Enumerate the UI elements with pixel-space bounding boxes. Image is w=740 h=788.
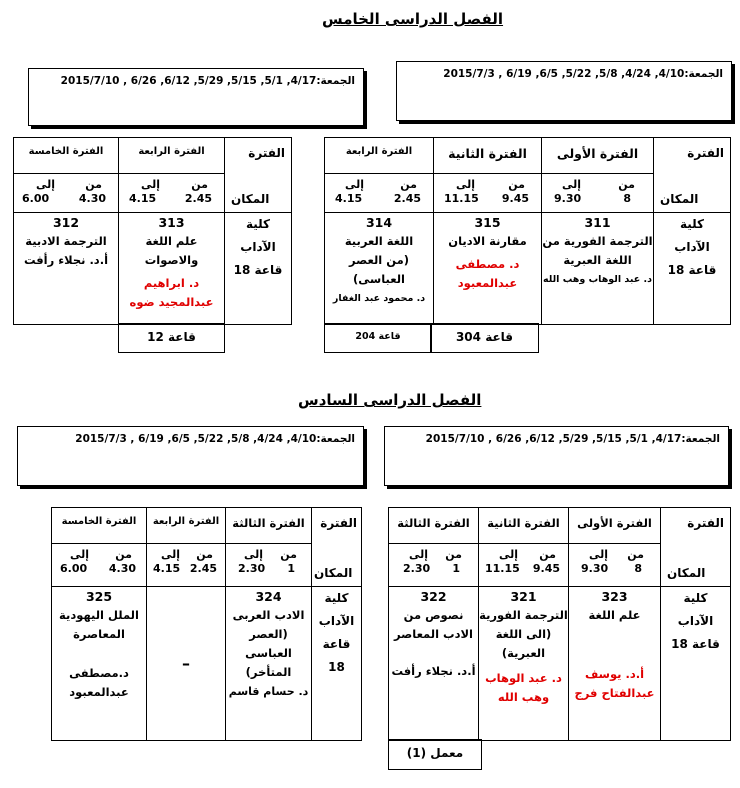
instructor: أ.د. نجلاء رأفت	[391, 664, 476, 678]
from-label: من	[445, 548, 462, 561]
course-line: العباسى	[245, 646, 292, 660]
location-line: قاعة	[322, 637, 351, 651]
location-line: كلية	[324, 591, 349, 605]
instructor: د. عبد الوهاب وهب الله	[485, 671, 562, 704]
period-header: الفترة الأولى	[569, 508, 661, 544]
course-line: (من العصر	[349, 253, 409, 267]
from-label: من	[191, 178, 208, 191]
semester5-dates-box-left	[28, 68, 364, 126]
from-time: 2.45	[393, 192, 421, 205]
period-header: الفترة الرابعة	[147, 508, 226, 544]
place-label: المكان	[667, 566, 706, 580]
course-code: 321	[510, 589, 537, 604]
semester6-schedule-left	[51, 507, 362, 741]
instructor: د. ابراهيم عبدالمجيد ضوه	[129, 276, 214, 309]
semester5-title: الفصل الدراسى الخامس	[322, 10, 504, 28]
period-header: الفترة الأولى	[542, 138, 654, 174]
to-label: إلى	[589, 548, 609, 561]
course-cell	[119, 213, 225, 325]
time-cell	[325, 174, 434, 213]
from-label: من	[539, 548, 556, 561]
period-header: الفترة الثانية	[479, 508, 569, 544]
room-cell: قاعة 304	[430, 323, 539, 353]
location-cell	[225, 213, 292, 325]
location-cell	[661, 587, 731, 741]
course-code: 322	[420, 589, 447, 604]
lab-cell: معمل (1)	[388, 739, 482, 770]
location-line: الآداب	[674, 240, 710, 254]
course-line: (العصر	[249, 627, 288, 641]
course-cell	[389, 587, 479, 741]
to-time: 9.30	[581, 562, 609, 575]
dates-text: الجمعة:4/10, 4/24, 5/8, 5/22, 6/5, 6/19 , 2015/7/3	[443, 68, 723, 80]
period-header: الفترة الخامسة	[52, 508, 147, 544]
to-time: 6.00	[22, 192, 50, 205]
period-header: الفترة الثالثة	[389, 508, 479, 544]
location-line: 18	[328, 660, 345, 674]
corner-cell	[654, 138, 731, 213]
to-label: إلى	[141, 178, 161, 191]
period-header: الفترة الثالثة	[226, 508, 312, 544]
to-label: إلى	[499, 548, 519, 561]
instructor: أ.د. نجلاء رأفت	[23, 253, 109, 267]
from-time: 4.30	[108, 562, 136, 575]
course-line: العباسى)	[353, 272, 405, 286]
location-line: الآداب	[318, 614, 355, 628]
course-line: المعاصرة	[73, 627, 125, 641]
semester6-schedule-right	[388, 507, 731, 741]
location-line: الآداب	[240, 240, 276, 254]
location-line: قاعة 18	[667, 263, 717, 277]
to-label: إلى	[562, 178, 582, 191]
corner-cell	[661, 508, 731, 587]
dates-text: الجمعة:4/17, 5/1, 5/15, 5/29, 6/12, 6/26 , 2015/7/10	[425, 433, 720, 445]
to-time: 4.15	[153, 562, 181, 575]
location-line: قاعة 18	[671, 637, 720, 651]
from-label: من	[508, 178, 525, 191]
from-time: 9.45	[532, 562, 560, 575]
to-time: 6.00	[60, 562, 88, 575]
from-time: 8	[634, 562, 642, 575]
course-cell	[52, 587, 147, 741]
to-label: إلى	[70, 548, 90, 561]
time-cell	[389, 544, 479, 587]
semester5-dates-box-right	[396, 61, 732, 121]
instructor: د.مصطفى عبدالمعبود	[69, 666, 129, 699]
location-line: الآداب	[677, 614, 714, 628]
from-label: من	[196, 548, 213, 561]
course-line: الترجمة الادبية	[25, 234, 107, 248]
corner-cell	[312, 508, 362, 587]
from-label: من	[280, 548, 297, 561]
semester5-schedule-right	[324, 137, 731, 325]
from-label: من	[627, 548, 644, 561]
time-cell	[226, 544, 312, 587]
course-cell	[226, 587, 312, 741]
from-time: 4.30	[78, 192, 106, 205]
to-label: إلى	[409, 548, 429, 561]
course-cell	[434, 213, 542, 325]
course-code: 323	[601, 589, 628, 604]
location-line: قاعة 18	[233, 263, 283, 277]
location-cell	[654, 213, 731, 325]
course-code: 324	[255, 589, 282, 604]
instructor: د. عبد الوهاب وهب الله	[542, 274, 653, 285]
from-time: 1	[287, 562, 295, 575]
instructor: د. محمود عبد الغفار	[332, 293, 426, 304]
to-time: 9.30	[554, 192, 582, 205]
course-line: الادب المعاصر	[393, 627, 473, 641]
time-cell	[569, 544, 661, 587]
course-cell	[569, 587, 661, 741]
period-header: الفترة الخامسة	[14, 138, 119, 174]
instructor: أ.د. يوسف عبدالفتاح فرج	[574, 667, 655, 700]
place-label: المكان	[660, 192, 699, 206]
dates-text: الجمعة:4/10, 4/24, 5/8, 5/22, 6/5, 6/19 , 2015/7/3	[75, 433, 355, 445]
instructor: د. حسام قاسم	[228, 685, 309, 698]
course-line: اللغة العربية	[344, 234, 414, 248]
course-line: العبرية)	[501, 646, 546, 660]
from-label: من	[115, 548, 132, 561]
course-code: 325	[85, 589, 113, 604]
course-line: الادب العربى	[232, 608, 305, 622]
course-line: الترجمة الفورية	[479, 608, 568, 622]
period-header: الفترة الرابعة	[119, 138, 225, 174]
from-label: من	[85, 178, 102, 191]
from-time: 2.45	[189, 562, 217, 575]
to-time: 2.30	[238, 562, 266, 575]
to-label: إلى	[244, 548, 264, 561]
course-line: الترجمة الفورية من	[542, 234, 653, 248]
room-cell: قاعة 204	[324, 323, 432, 353]
corner-cell	[225, 138, 292, 213]
time-cell	[14, 174, 119, 213]
time-cell	[479, 544, 569, 587]
course-code: 311	[584, 215, 611, 230]
period-label: الفترة	[320, 516, 357, 530]
course-cell	[479, 587, 569, 741]
course-cell	[14, 213, 119, 325]
time-cell	[52, 544, 147, 587]
course-cell	[325, 213, 434, 325]
to-label: إلى	[345, 178, 365, 191]
location-line: كلية	[683, 591, 708, 605]
from-time: 8	[623, 192, 631, 205]
from-time: 9.45	[501, 192, 529, 205]
from-time: 1	[452, 562, 460, 575]
time-cell	[542, 174, 654, 213]
period-header: الفترة الثانية	[434, 138, 542, 174]
period-label: الفترة	[687, 516, 724, 530]
semester6-dates-box-right	[384, 426, 729, 486]
from-time: 2.45	[184, 192, 212, 205]
to-label: إلى	[36, 178, 56, 191]
to-time: 4.15	[335, 192, 363, 205]
course-cell-empty	[147, 587, 226, 741]
course-code: 312	[52, 215, 80, 230]
course-line: مقارنة الاديان	[448, 234, 527, 248]
location-line: كلية	[245, 217, 271, 231]
place-label: المكان	[231, 192, 270, 206]
time-cell	[119, 174, 225, 213]
from-label: من	[618, 178, 635, 191]
room-cell: قاعة 12	[118, 323, 225, 353]
semester5-schedule-left	[13, 137, 292, 325]
course-cell	[542, 213, 654, 325]
course-line: (الى اللغة	[495, 627, 552, 641]
course-line: اللغة العبرية	[563, 253, 632, 267]
course-code: 315	[474, 215, 501, 230]
period-label: الفترة	[248, 146, 285, 160]
empty-mark: –	[182, 654, 190, 673]
time-cell	[434, 174, 542, 213]
to-label: إلى	[456, 178, 476, 191]
course-line: علم اللغة والاصوات	[144, 234, 199, 267]
course-line: المتأخر)	[245, 665, 292, 679]
to-time: 4.15	[129, 192, 157, 205]
period-header: الفترة الرابعة	[325, 138, 434, 174]
to-time: 11.15	[444, 192, 479, 205]
to-label: إلى	[161, 548, 181, 561]
from-label: من	[400, 178, 417, 191]
location-line: كلية	[679, 217, 705, 231]
place-label: المكان	[314, 566, 353, 580]
location-cell	[312, 587, 362, 741]
dates-text: الجمعة:4/17, 5/1, 5/15, 5/29, 6/12, 6/26 , 2015/7/10	[60, 75, 355, 87]
course-line: نصوص من	[403, 608, 464, 622]
time-cell	[147, 544, 226, 587]
course-line: الملل اليهودية	[59, 608, 139, 622]
semester6-title: الفصل الدراسى السادس	[298, 391, 482, 409]
period-label: الفترة	[687, 146, 724, 160]
to-time: 11.15	[485, 562, 520, 575]
course-line: علم اللغة	[588, 608, 641, 622]
course-code: 314	[365, 215, 393, 230]
semester6-dates-box-left	[17, 426, 364, 486]
instructor: د. مصطفى عبدالمعبود	[455, 257, 520, 290]
to-time: 2.30	[403, 562, 431, 575]
course-code: 313	[158, 215, 185, 230]
